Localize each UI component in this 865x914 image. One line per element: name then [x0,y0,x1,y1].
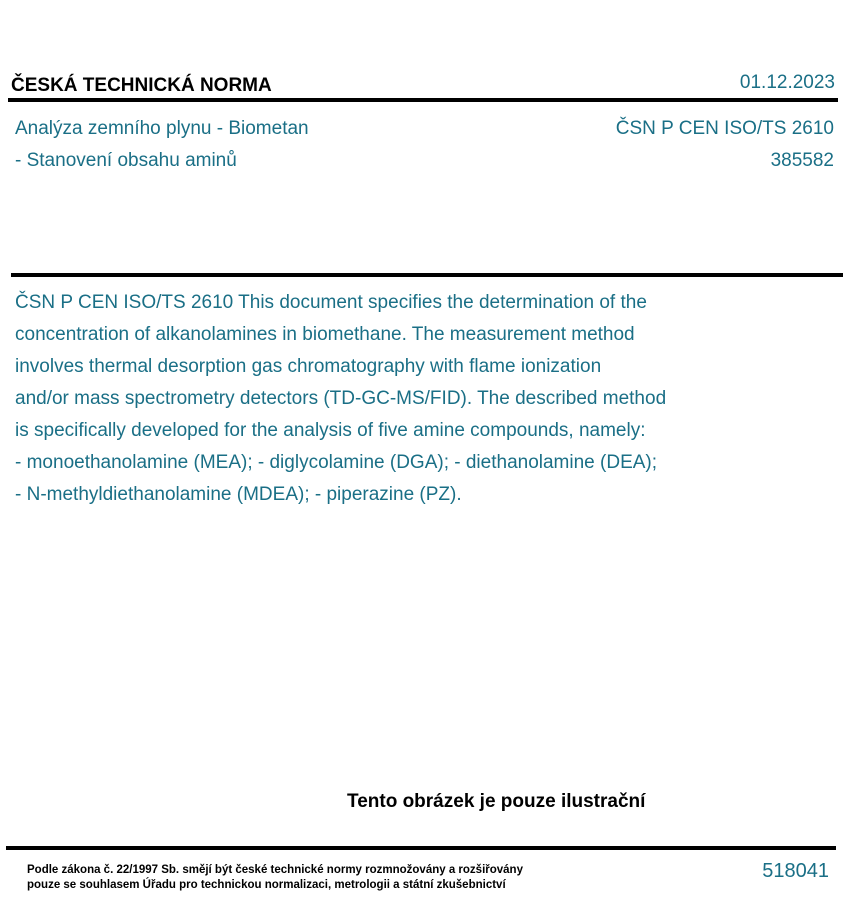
abstract-line-2: concentration of alkanolamines in biomethane. The measurement method [15,324,635,345]
abstract-line-6: - monoethanolamine (MEA); - diglycolamine (DGA); - diethanolamine (DEA); [15,452,658,473]
standard-title-line-1: Analýza zemního plynu - Biometan [15,118,309,139]
standard-identifiers [616,113,834,177]
abstract-line-1: ČSN P CEN ISO/TS 2610 This document specifies the determination of the [15,292,647,313]
top-divider [8,98,838,102]
middle-divider [11,273,843,277]
legal-notice-line-2: pouze se souhlasem Úřadu pro technickou normalizaci, metrologii a státní zkušebnictví [27,879,506,891]
document-type-heading: ČESKÁ TECHNICKÁ NORMA [11,75,272,96]
abstract-line-5: is specifically developed for the analysis of five amine compounds, namely: [15,420,646,441]
standard-title-line-2: - Stanovení obsahu aminů [15,150,237,171]
legal-notice-line-1: Podle zákona č. 22/1997 Sb. smějí být české technické normy rozmnožovány a rozšiřovány [27,864,523,876]
catalog-number: 518041 [762,860,829,882]
illustration-note: Tento obrázek je pouze ilustrační [347,791,646,812]
abstract-line-4: and/or mass spectrometry detectors (TD-GC-MS/FID). The described method [15,388,667,409]
abstract-text [15,287,775,511]
publication-date: 01.12.2023 [739,72,835,93]
standard-code: ČSN P CEN ISO/TS 2610 [615,118,834,139]
bottom-divider [6,846,836,850]
legal-notice [27,863,523,893]
class-number: 385582 [770,150,834,171]
abstract-line-7: - N-methyldiethanolamine (MDEA); - piperazine (PZ). [15,484,462,505]
standard-title [15,113,309,177]
abstract-line-3: involves thermal desorption gas chromatography with flame ionization [15,356,602,377]
